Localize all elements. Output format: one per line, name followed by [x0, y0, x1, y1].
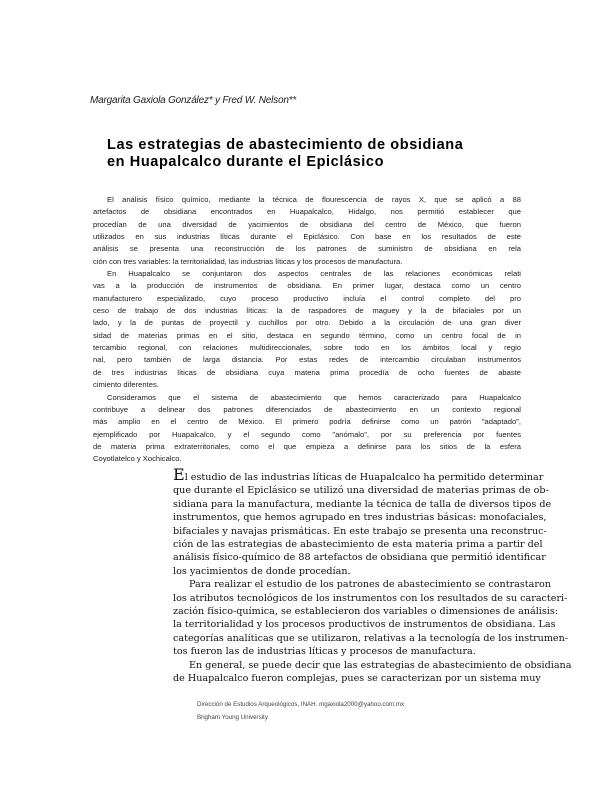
body-line: bifaciales y navajas prismáticas. En este trabajo se presenta una reconstruc-: [173, 525, 547, 537]
body-line: los yacimientos de donde procedían.: [173, 565, 351, 577]
body-paragraph: [173, 578, 569, 658]
abstract-line: El análisis físico químico, mediante la técnica de flourescencia de rayos X, que se aplicó a 88: [107, 195, 521, 204]
body-line: En general, se puede decir que las estrategias de abastecimiento de obsidiana: [189, 659, 572, 671]
abstract-line: análisis se presenta una reconstrucción de los patrones de suministro de obsidiana en rela: [93, 244, 521, 254]
body-line: ción de las estrategias de abastecimiento de esta materia prima a partir del: [173, 539, 543, 551]
article-body: [173, 465, 572, 686]
body-line: [173, 465, 544, 484]
abstract: [93, 194, 521, 466]
abstract-line: Consideramos que el sistema de abastecimiento que hemos caracterizado para Huapalcalco: [107, 392, 521, 402]
abstract-line: cimiento diferentes.: [93, 380, 159, 390]
drop-cap: E: [173, 465, 185, 484]
abstract-line: utilizados en sus industrias líticas durante el Epiclásico. Con base en los resultados de este: [93, 232, 521, 242]
article-title: [107, 137, 463, 170]
footnote-affiliation-2: Brigham Young University: [197, 713, 268, 721]
abstract-line: vas a la producción de instrumentos de obsidiana. En primer lugar, destaca como un centro: [93, 281, 521, 291]
abstract-line: artefactos de obsidiana encontrados en Huapalcalco, Hidalgo, nos permitió establecer que: [93, 207, 521, 217]
abstract-line: Coyotlatelco y Xochicalco.: [93, 454, 182, 464]
abstract-line: de materia prima extraterritoriales, como el que empieza a definirse para los sitios de la esfera: [93, 441, 521, 451]
abstract-line: ción con tres variables: la territorialidad, las industrias líticas y los procesos de manufactura.: [93, 256, 403, 266]
body-paragraph: [173, 465, 552, 578]
body-line: zación físico-química, se establecieron dos variables o dimensiones de análisis:: [173, 606, 559, 618]
body-line: que durante el Epiclásico se utilizó una diversidad de materias primas de ob-: [173, 485, 549, 497]
abstract-line: tercambio regional, con relaciones multidireccionales, sobre todo en los ámbitos local y regio: [93, 343, 521, 353]
abstract-paragraph: [93, 194, 521, 268]
footnotes: [197, 699, 404, 724]
body-line: los atributos tecnológicos de los instrumentos con los resultados de su caracteri-: [173, 592, 568, 604]
body-line: sidiana para la manufactura, mediante la técnica de talla de diversos tipos de: [173, 498, 552, 510]
abstract-line: procedían de una diversidad de yacimientos de obsidiana del centro de México, que fueron: [93, 219, 521, 229]
title-line: Las estrategias de abastecimiento de obsidiana: [107, 137, 464, 153]
body-line: de Huapalcalco fueron complejas, pues se caracterizan por un sistema muy: [173, 673, 541, 685]
body-line: categorías analíticas que se utilizaron, relativas a la tecnología de los instrumen-: [173, 632, 569, 644]
abstract-paragraph: [93, 392, 521, 466]
body-line: Para realizar el estudio de los patrones de abastecimiento se contrastaron: [189, 579, 551, 591]
abstract-line: más amplio en el centro de México. El primero podría definirse como un patrón "adaptado",: [93, 417, 521, 427]
abstract-line: ceso de trabajo de dos industrias líticas: la de raspadores de maguey y la de bifaciales por un: [93, 306, 521, 316]
article-author: Margarita Gaxiola González* y Fred W. Nelson**: [90, 95, 297, 106]
line-text: l estudio de las industrias líticas de Huapalcalco ha permitido determinar: [184, 472, 544, 483]
body-paragraph: [173, 659, 572, 686]
abstract-line: En Huapalcalco se conjuntaron dos aspectos centrales de las relaciones económicas relati: [107, 269, 521, 279]
abstract-line: nal, pero también de larga distancia. Por estas redes de intercambio circulaban instrumentos: [93, 355, 521, 365]
abstract-line: sidad de materias primas en el sitio, destaca en segundo término, como un centro focal de in: [93, 330, 521, 340]
footnote-affiliation-1: Dirección de Estudios Arqueológicos, INAH. mgaxiola2000@yahoo.com.mx: [197, 701, 405, 708]
body-line: la territorialidad y los procesos productivos de instrumentos de obsidiana. Las: [173, 619, 556, 631]
abstract-line: de tres industrias líticas de obsidiana cuya materia prima procedía de ocho fuentes de abaste: [93, 367, 521, 377]
abstract-line: ejemplificado por Huapalcalco, y el segundo como "anómalo", por su preferencia por fuentes: [93, 429, 521, 439]
body-line: tos fueron las de industrias líticas y procesos de manufactura.: [173, 646, 476, 658]
abstract-line: manufacturero especializado, cuyo proceso productivo incluía el control completo del pro: [93, 293, 521, 303]
title-line: en Huapalcalco durante el Epiclásico: [107, 153, 385, 170]
abstract-line: lado, y la de puntas de proyectil y cuchillos por otro. Debido a la circulación de una gran diver: [93, 318, 521, 328]
body-line: análisis físico-químico de 88 artefactos de obsidiana que permitió identificar: [173, 552, 546, 564]
abstract-paragraph: [93, 268, 521, 391]
abstract-line: contribuye a delinear dos patrones diferenciados de abastecimiento en un contexto regional: [93, 404, 521, 414]
body-line: instrumentos, que hemos agrupado en tres industrias básicas: monofaciales,: [173, 512, 547, 524]
